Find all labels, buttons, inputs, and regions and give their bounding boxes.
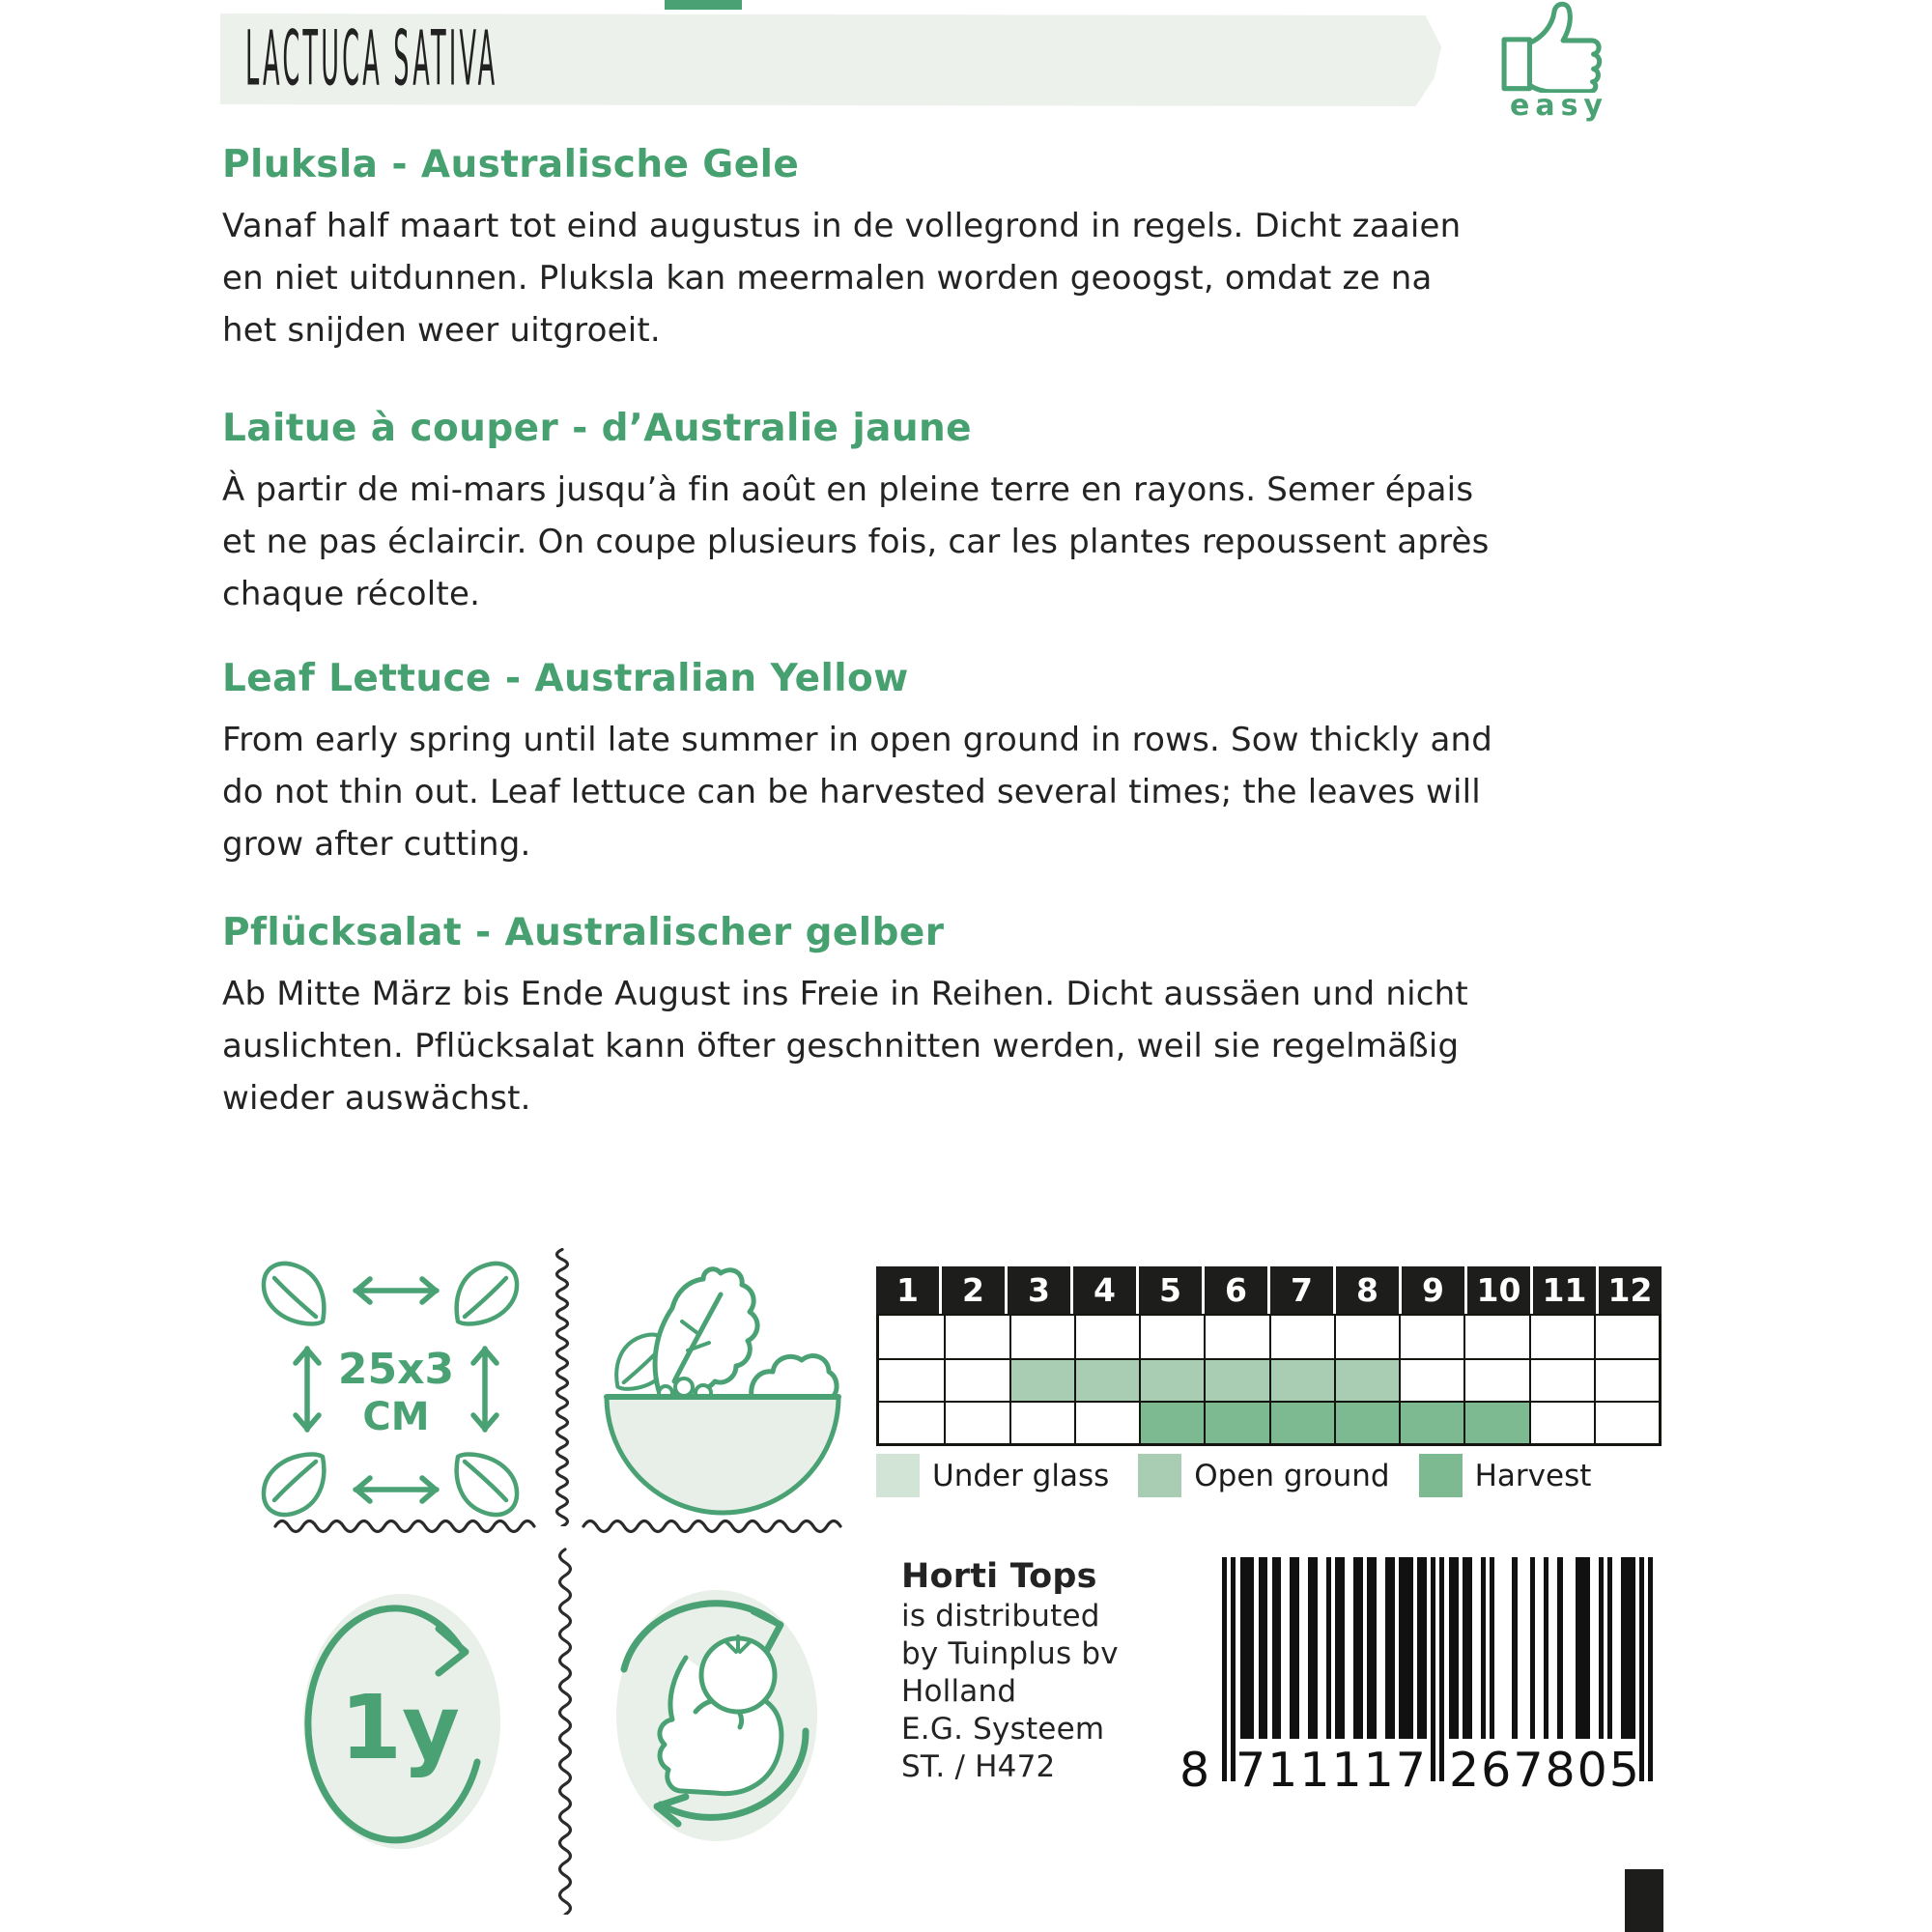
text-line: het snijden weer uitgroeit.: [222, 311, 661, 350]
barcode-digit: 1: [1331, 1743, 1362, 1798]
text-line: E.G. Systeem: [901, 1712, 1105, 1747]
text-line: auslichten. Pflücksalat kann öfter geschnitten werden, weil sie regelmäßig: [222, 1027, 1460, 1065]
product-latin-name-text: LACTUCA SATIVA: [245, 16, 498, 103]
barcode-digit: 7: [1513, 1743, 1544, 1798]
barcode-bar: [1631, 1557, 1635, 1739]
barcode-bar: [1431, 1557, 1435, 1781]
barcode-digit: 1: [1299, 1743, 1330, 1798]
legend-label: Open ground: [1194, 1458, 1390, 1493]
text-line: by Tuinplus bv: [901, 1636, 1119, 1671]
section-body-french: [222, 464, 1490, 620]
barcode-bar: [1276, 1557, 1281, 1739]
barcode-bar: [1530, 1557, 1535, 1739]
barcode-digit: 1: [1363, 1743, 1394, 1798]
annual-cycle-label: 1y: [340, 1676, 460, 1779]
section-body-dutch: [222, 200, 1461, 356]
calendar-body: [876, 1314, 1662, 1446]
text-line: is distributed: [901, 1599, 1100, 1634]
calendar-cell-open-ground-m5: [1139, 1358, 1204, 1401]
section-heading-french: Laitue à couper - d’Australie jaune: [222, 407, 973, 450]
barcode-bar: [1249, 1557, 1254, 1739]
text-line: en niet uitdunnen. Pluksla kan meermalen worden geoogst, omdat ze na: [222, 259, 1433, 298]
spacing-unit-label: CM: [362, 1395, 430, 1439]
product-latin-name: [245, 15, 639, 104]
calendar-cell-open-ground-m12: [1594, 1358, 1659, 1401]
barcode-bar: [1340, 1557, 1345, 1739]
calendar-cell-harvest-m3: [1009, 1401, 1074, 1443]
barcode-right-digits: [1449, 1743, 1639, 1798]
barcode-bar: [1648, 1557, 1653, 1781]
calendar-cell-harvest-m5: [1139, 1401, 1204, 1443]
barcode-bar: [1585, 1557, 1590, 1739]
calendar-month-cell: 11: [1533, 1266, 1596, 1314]
section-german: [222, 911, 1468, 1124]
calendar-cell-under-glass-m10: [1463, 1316, 1528, 1358]
text-line: wieder auswächst.: [222, 1079, 531, 1118]
difficulty-badge: [1482, 0, 1636, 123]
barcode-bar: [1326, 1557, 1331, 1739]
barcode-bar: [1490, 1557, 1494, 1739]
calendar-cell-harvest-m7: [1269, 1401, 1334, 1443]
barcode-left-digits: [1236, 1743, 1426, 1798]
section-heading-german: Pflücksalat - Australischer gelber: [222, 911, 945, 954]
barcode-bar: [1544, 1557, 1548, 1739]
calendar-cell-open-ground-m7: [1269, 1358, 1334, 1401]
calendar-month-cell: 12: [1599, 1266, 1662, 1314]
plant-spacing-icon: [232, 1256, 560, 1522]
text-line: chaque récolte.: [222, 575, 481, 613]
salad-bowl-icon: [595, 1250, 850, 1519]
barcode-digit: 1: [1267, 1743, 1298, 1798]
barcode-bar: [1222, 1557, 1227, 1781]
section-heading-dutch: Pluksla - Australische Gele: [222, 143, 800, 186]
harvest-hand-icon: [591, 1567, 842, 1868]
calendar-cell-open-ground-m4: [1074, 1358, 1139, 1401]
barcode-digit: 5: [1608, 1743, 1639, 1798]
calendar-month-cell: 3: [1008, 1266, 1070, 1314]
calendar-cell-open-ground-m6: [1204, 1358, 1268, 1401]
barcode-digit: 0: [1577, 1743, 1607, 1798]
barcode-bar: [1481, 1557, 1486, 1739]
calendar-cell-harvest-m6: [1204, 1401, 1268, 1443]
barcode-bar: [1467, 1557, 1472, 1739]
barcode-digit: 2: [1449, 1743, 1480, 1798]
calendar-cell-harvest-m10: [1463, 1401, 1528, 1443]
top-edge-mark: [665, 0, 742, 10]
section-french: [222, 407, 1490, 620]
distributor-info: [901, 1555, 1119, 1786]
section-body-english: [222, 714, 1492, 870]
barcode-lead-digit: 8: [1179, 1743, 1210, 1798]
text-line: From early spring until late summer in open ground in rows. Sow thickly and: [222, 721, 1493, 759]
text-line: À partir de mi-mars jusqu’à fin août en pleine terre en rayons. Semer épais: [222, 470, 1474, 509]
calendar-cell-open-ground-m11: [1529, 1358, 1594, 1401]
calendar-cell-under-glass-m2: [944, 1316, 1009, 1358]
calendar-cell-under-glass-m12: [1594, 1316, 1659, 1358]
legend-item: [1138, 1454, 1389, 1497]
calendar-cell-harvest-m9: [1399, 1401, 1463, 1443]
text-line: Holland: [901, 1674, 1017, 1709]
barcode-bar: [1639, 1557, 1644, 1781]
legend-item: [1419, 1454, 1592, 1497]
barcode-bar: [1599, 1557, 1604, 1739]
barcode-bar: [1607, 1557, 1612, 1739]
text-line: grow after cutting.: [222, 825, 531, 864]
calendar-month-row: [876, 1266, 1662, 1314]
calendar-month-cell: 6: [1205, 1266, 1267, 1314]
text-line: ST. / H472: [901, 1749, 1056, 1784]
calendar-month-cell: 9: [1402, 1266, 1464, 1314]
barcode-digit: 7: [1236, 1743, 1266, 1798]
barcode-digit: 6: [1481, 1743, 1512, 1798]
thumbs-up-icon: [1500, 0, 1618, 93]
text-line: do not thin out. Leaf lettuce can be harvested several times; the leaves will: [222, 773, 1481, 811]
calendar-cell-open-ground-m2: [944, 1358, 1009, 1401]
calendar-cell-harvest-m12: [1594, 1401, 1659, 1443]
text-line: Horti Tops: [901, 1557, 1097, 1596]
legend-label: Under glass: [932, 1458, 1110, 1493]
barcode-bar: [1372, 1557, 1377, 1739]
calendar-month-cell: 1: [876, 1266, 939, 1314]
difficulty-label: easy: [1509, 89, 1608, 123]
legend-label: Harvest: [1474, 1458, 1592, 1493]
barcode-digit: 8: [1545, 1743, 1576, 1798]
spacing-value-label: 25x3: [337, 1345, 455, 1394]
calendar-cell-under-glass-m1: [879, 1316, 944, 1358]
wavy-divider-horizontal-right: [582, 1519, 842, 1534]
calendar-month-cell: 2: [942, 1266, 1005, 1314]
calendar-cell-harvest-m2: [944, 1401, 1009, 1443]
calendar-month-cell: 7: [1270, 1266, 1333, 1314]
calendar-month-cell: 8: [1336, 1266, 1399, 1314]
calendar-month-cell: 4: [1073, 1266, 1136, 1314]
calendar-cell-under-glass-m8: [1334, 1316, 1399, 1358]
sowing-calendar: [876, 1266, 1662, 1446]
calendar-cell-under-glass-m5: [1139, 1316, 1204, 1358]
text-line: Vanaf half maart tot eind augustus in de vollegrond in regels. Dicht zaaien: [222, 207, 1462, 245]
calendar-month-cell: 5: [1139, 1266, 1202, 1314]
barcode-bar: [1313, 1557, 1318, 1739]
calendar-cell-harvest-m8: [1334, 1401, 1399, 1443]
calendar-cell-harvest-m11: [1529, 1401, 1594, 1443]
calendar-cell-under-glass-m4: [1074, 1316, 1139, 1358]
legend-swatch: [876, 1454, 920, 1497]
text-line: Ab Mitte März bis Ende August ins Freie in Reihen. Dicht aussäen und nicht: [222, 975, 1468, 1013]
calendar-cell-harvest-m1: [879, 1401, 944, 1443]
calendar-cell-under-glass-m7: [1269, 1316, 1334, 1358]
annual-cycle-icon: [278, 1567, 520, 1868]
section-body-german: [222, 968, 1468, 1124]
calendar-month-cell: 10: [1467, 1266, 1530, 1314]
barcode-bar: [1512, 1557, 1517, 1739]
legend-item: [876, 1454, 1109, 1497]
calendar-cell-under-glass-m3: [1009, 1316, 1074, 1358]
barcode-bar: [1557, 1557, 1562, 1739]
legend-swatch: [1138, 1454, 1181, 1497]
barcode-bar: [1439, 1557, 1444, 1781]
barcode-bar: [1358, 1557, 1363, 1739]
wavy-divider-vertical-top: [554, 1248, 570, 1526]
barcode-bar: [1294, 1557, 1299, 1739]
wavy-divider-horizontal-left: [273, 1519, 536, 1534]
calendar-cell-open-ground-m8: [1334, 1358, 1399, 1401]
barcode-bar: [1263, 1557, 1267, 1739]
calendar-cell-harvest-m4: [1074, 1401, 1139, 1443]
barcode-digit: 7: [1395, 1743, 1426, 1798]
section-heading-english: Leaf Lettuce - Australian Yellow: [222, 657, 909, 700]
text-line: et ne pas éclaircir. On coupe plusieurs fois, car les plantes repoussent après: [222, 523, 1490, 561]
barcode-bar: [1453, 1557, 1458, 1739]
calendar-cell-open-ground-m10: [1463, 1358, 1528, 1401]
calendar-cell-under-glass-m11: [1529, 1316, 1594, 1358]
barcode: [1179, 1557, 1653, 1798]
calendar-cell-under-glass-m6: [1204, 1316, 1268, 1358]
barcode-bar: [1407, 1557, 1412, 1739]
print-registration-mark: [1625, 1869, 1663, 1932]
section-english: [222, 657, 1492, 870]
calendar-cell-open-ground-m1: [879, 1358, 944, 1401]
calendar-cell-open-ground-m9: [1399, 1358, 1463, 1401]
barcode-bar: [1390, 1557, 1395, 1739]
wavy-divider-vertical-bottom: [557, 1548, 573, 1915]
calendar-legend: [876, 1454, 1662, 1497]
calendar-cell-open-ground-m3: [1009, 1358, 1074, 1401]
legend-swatch: [1419, 1454, 1463, 1497]
calendar-cell-under-glass-m9: [1399, 1316, 1463, 1358]
section-dutch: [222, 143, 1461, 356]
barcode-bar: [1422, 1557, 1427, 1739]
